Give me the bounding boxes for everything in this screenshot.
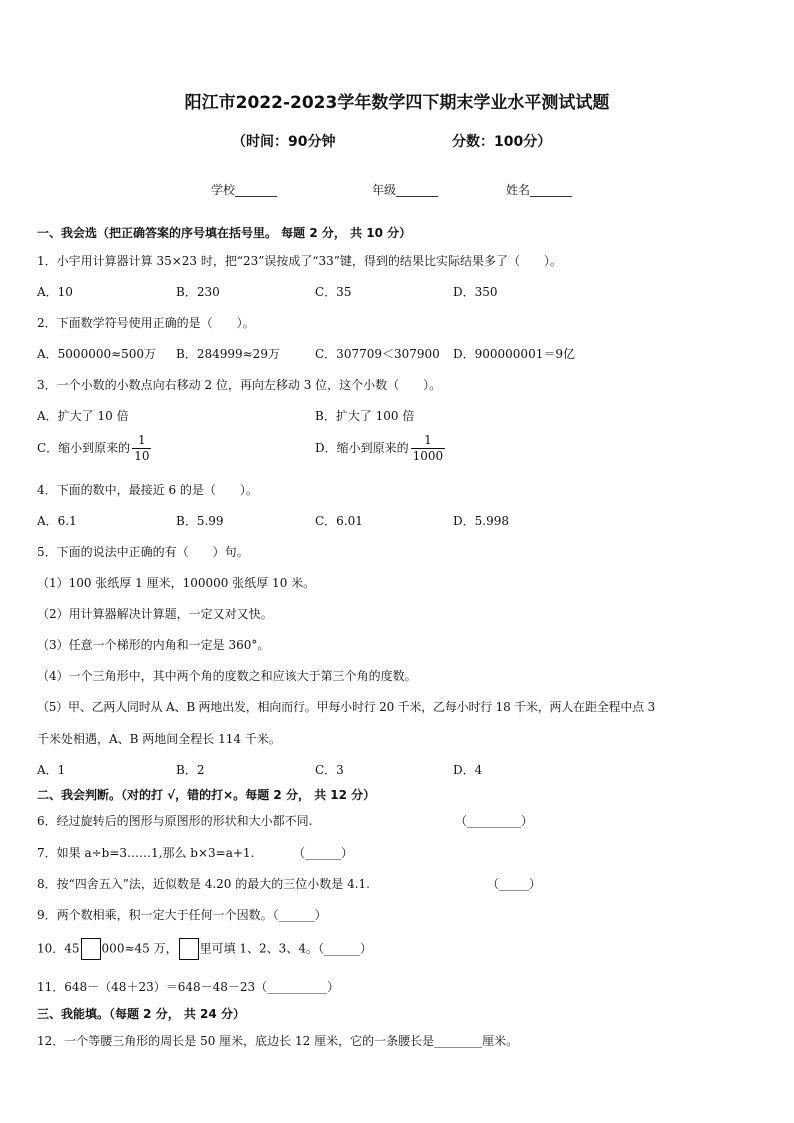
section3-heading: 三、我能填。（每题 2 分， 共 24 分） (37, 1007, 245, 1021)
school-field: 学校_______ (211, 183, 278, 197)
q3-option-c-label: C．缩小到原来的 (37, 441, 131, 455)
q10-part-a: 10．45 (37, 941, 80, 956)
q3-text: 3．一个小数的小数点向右移动 2 位，再向左移动 3 位，这个小数（ ）。 (37, 378, 442, 392)
q5-text: 5．下面的说法中正确的有（ ）句。 (37, 545, 249, 559)
section1-heading: 一、我会选（把正确答案的序号填在括号里。 每题 2 分， 共 10 分） (37, 226, 412, 240)
q3-option-a: A．扩大了 10 倍 (37, 409, 129, 423)
section2-heading: 二、我会判断。（对的打 √，错的打×。每题 2 分， 共 12 分） (37, 788, 376, 802)
exam-time: （时间：90分钟 (232, 134, 336, 150)
q10-text (37, 938, 372, 960)
q5-statement-5-cont: 千米处相遇，A、B 两地间全程长 114 千米。 (37, 732, 281, 746)
q1-option-b: B．230 (176, 285, 220, 299)
q4-option-a: A．6.1 (37, 514, 77, 528)
q6-text: 6．经过旋转后的图形与原图形的形状和大小都不同. (37, 814, 313, 828)
q6-answer-blank: （_________） (455, 814, 534, 828)
q5-statement-5: （5）甲、乙两人同时从 A、B 两地出发，相向而行。甲每小时行 20 千米，乙每小时行 18 千米，两人在距全程中点 3 (37, 700, 655, 714)
name-field: 姓名_______ (506, 183, 573, 197)
q11-text: 11．648－（48＋23）＝648－48－23（__________） (37, 980, 340, 994)
q5-option-a: A．1 (37, 763, 66, 777)
q12-text: 12．一个等腰三角形的周长是 50 厘米，底边长 12 厘米，它的一条腰长是________厘米。 (37, 1034, 519, 1048)
grade-field: 年级_______ (372, 183, 439, 197)
q5-statement-1: （1）100 张纸厚 1 厘米，100000 张纸厚 10 米。 (37, 576, 316, 590)
q3-option-d (315, 433, 445, 464)
q2-option-a: A．5000000≈500万 (37, 347, 157, 361)
q10-part-b: 000≈45 万， (101, 941, 178, 956)
q5-option-c: C．3 (315, 763, 344, 777)
q4-option-d: D．5.998 (453, 514, 509, 528)
q5-statement-4: （4）一个三角形中，其中两个角的度数之和应该大于第三个角的度数。 (37, 669, 417, 683)
q1-text: 1．小宇用计算器计算 35×23 时，把“23”误按成了“33”键，得到的结果比实际结果多了（ ）。 (37, 254, 562, 268)
exam-score: 分数：100分） (452, 134, 552, 150)
q2-option-c: C．307709＜307900 (315, 347, 440, 361)
q1-option-c: C．35 (315, 285, 352, 299)
q7-text: 7．如果 a÷b=3……1,那么 b×3=a+1. (37, 846, 255, 860)
q2-text: 2．下面数学符号使用正确的是（ ）。 (37, 316, 255, 330)
q3-option-d-label: D．缩小到原来的 (315, 441, 409, 455)
q8-answer-blank: （_____） (487, 877, 542, 891)
q5-statement-3: （3）任意一个梯形的内角和一定是 360°。 (37, 638, 270, 652)
fraction-one-thousandth: $\frac{1}{1000}$ (412, 433, 444, 463)
q7-answer-blank: （______） (293, 846, 354, 860)
q10-blank-box (81, 938, 101, 960)
q9-text: 9．两个数相乘，积一定大于任何一个因数。（______） (37, 908, 327, 922)
q4-option-c: C．6.01 (315, 514, 363, 528)
q10-part-c: 里可填 1、2、3、4。（______） (199, 941, 372, 956)
q4-option-b: B．5.99 (176, 514, 224, 528)
q5-statement-2: （2）用计算器解决计算题，一定又对又快。 (37, 607, 273, 621)
q3-option-c (37, 433, 151, 464)
q5-option-b: B．2 (176, 763, 205, 777)
q10-blank-box-ref (179, 938, 199, 960)
q3-option-b: B．扩大了 100 倍 (315, 409, 415, 423)
q5-option-d: D．4 (453, 763, 483, 777)
fraction-one-tenth: $\frac{1}{10}$ (134, 433, 150, 463)
q8-text: 8．按“四舍五入”法，近似数是 4.20 的最大的三位小数是 4.1. (37, 877, 370, 891)
q1-option-a: A．10 (37, 285, 73, 299)
q4-text: 4．下面的数中，最接近 6 的是（ ）。 (37, 483, 258, 497)
page-title: 阳江市2022-2023学年数学四下期末学业水平测试试题 (184, 93, 610, 113)
q1-option-d: D．350 (453, 285, 498, 299)
q2-option-d: D．900000001＝9亿 (453, 347, 575, 361)
q2-option-b: B．284999≈29万 (176, 347, 280, 361)
